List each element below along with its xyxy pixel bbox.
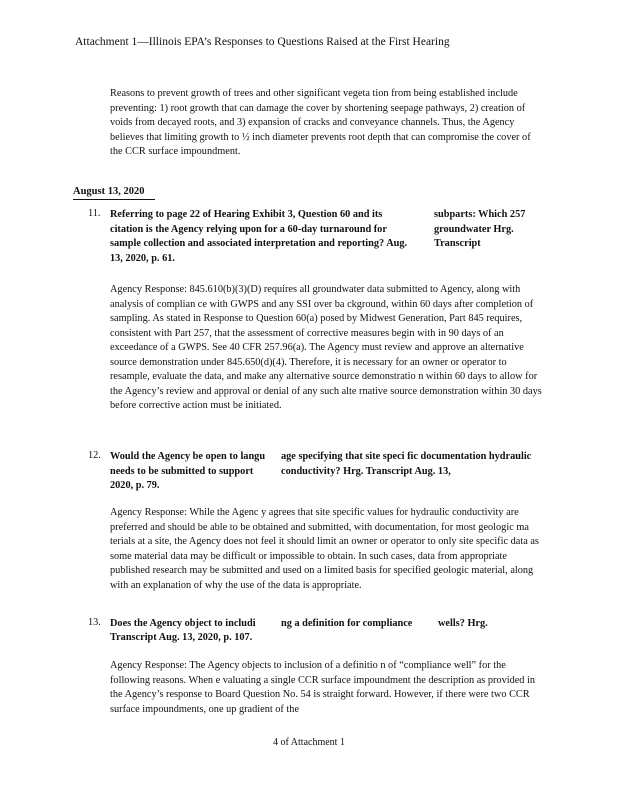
item-12-question-right: age specifying that site speci fic documentation hydraulic conductivity? Hrg. Transcript Aug. 13, xyxy=(281,451,532,477)
item-12-response: Agency Response: While the Agenc y agrees that site specific values for hydraulic conductivity are preferred and should be able to be obtained and submitted, with documentation, for most geologic ma terials at a site, the Agency does not feel it should limit an owner or operator to only site specific data as some material data may be difficult or impossible to obtain. In such cases, data from appropriate published research may be submitted and used on a limited basis for specified geologic material, along with an explanation of why the use of the data is appropriate. xyxy=(110,507,539,591)
item-12-question-tail: 2020, p. 79. xyxy=(110,480,160,491)
date-heading: August 13, 2020 xyxy=(73,186,145,197)
item-13-question-mid: ng a definition for compliance xyxy=(281,618,413,629)
item-12-number: 12. xyxy=(88,450,101,461)
item-11-question: Referring to page 22 of Hearing Exhibit 3, Question 60 and its citation is the Agency relying upon for a 60-day turnaround for sample collection and associated interpretation and reporting? Aug. 13, 2020, p. 61. xyxy=(110,209,408,264)
item-13-question: Does the Agency object to includi xyxy=(110,618,256,629)
item-13-response: Agency Response: The Agency objects to inclusion of a definitio n of “compliance well” for the following reasons. When e valuating a single CCR surface impoundment the description as provided in the Agency’s response to Board Question No. 54 is straight forward. However, if there were two CCR surface impoundments, one up gradient of the xyxy=(110,660,536,715)
page-header: Attachment 1—Illinois EPA’s Responses to Questions Raised at the First Hearing xyxy=(75,36,450,48)
item-13-number: 13. xyxy=(88,617,101,628)
item-12-question: Would the Agency be open to langu needs to be submitted to support xyxy=(110,451,266,477)
intro-paragraph: Reasons to prevent growth of trees and other significant vegeta tion from being established include preventing: 1) root growth that can damage the cover by shortening seepage pathways, 2) creation of voids from decayed roots, and 3) expansion of cracks and conveyance channels. Thus, the Agency believes that limiting growth to ½ inch diameter prevents root depth that can compromise the cover of the CCR surface impoundment. xyxy=(110,88,531,157)
item-11-number: 11. xyxy=(88,208,101,219)
item-11-response: Agency Response: 845.610(b)(3)(D) requires all groundwater data submitted to Agency, along with analysis of complian ce with GWPS and any SSI over ba ckground, within 60 days after completion of sampling. As stated in Response to Question 60(a) posed by Midwest Generation, Part 845 requires, consistent with Part 257, that the assessment of corrective measures begin with in 90 days of an exceedance of a GWPS. See 40 CFR 257.96(a). The Agency must review and approve an alternative source demonstration under 845.650(d)(4). Therefore, it is necessary for an owner or operator to resample, evaluate the data, and make any alternative source demonstratio n within 60 days to allow for the Agency’s review and approval or denial of any such alte rnative source demonstration within 30 days before corrective action must be initiated. xyxy=(110,284,542,411)
item-11-question-right: subparts: Which 257 groundwater Hrg. Transcript xyxy=(434,209,526,249)
item-13-question-tail: Transcript Aug. 13, 2020, p. 107. xyxy=(110,632,253,643)
page-footer: 4 of Attachment 1 xyxy=(273,737,345,748)
item-13-question-right: wells? Hrg. xyxy=(438,618,488,629)
date-underline xyxy=(73,199,155,200)
